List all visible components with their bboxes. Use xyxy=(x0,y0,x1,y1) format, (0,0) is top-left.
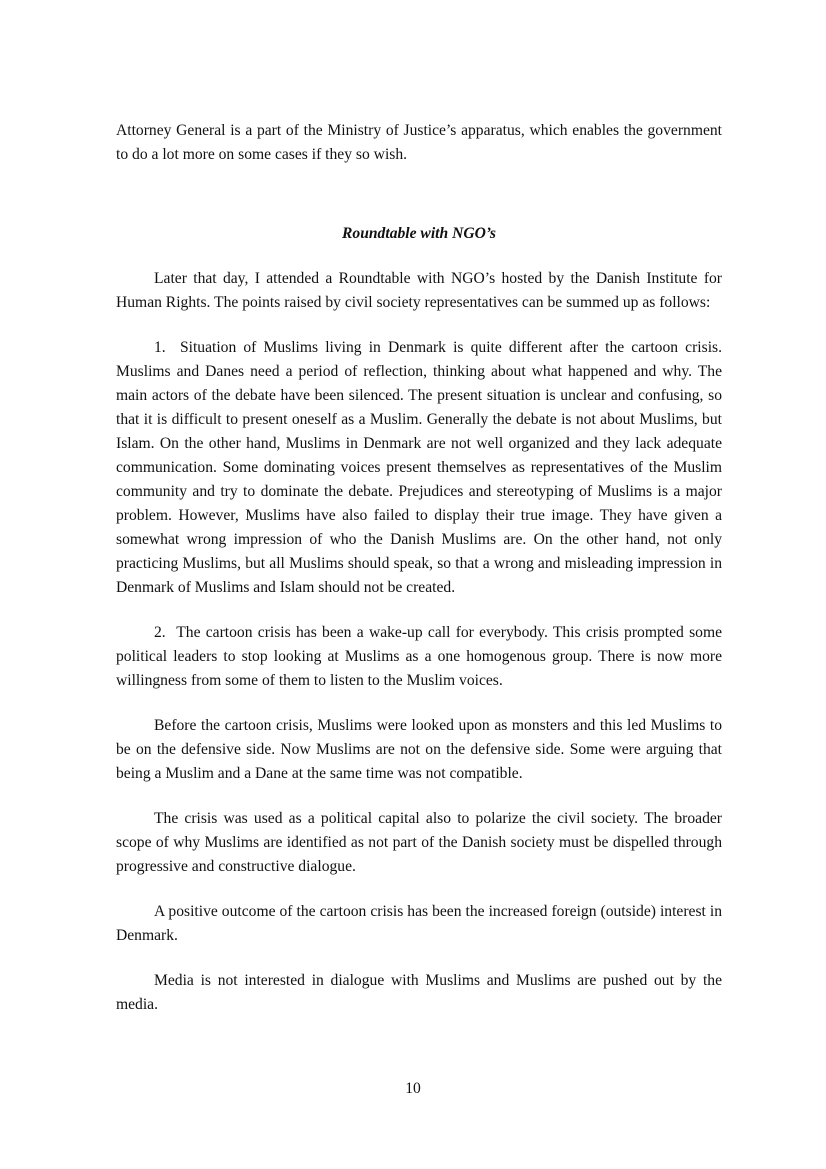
intro-paragraph: Later that day, I attended a Roundtable with NGO’s hosted by the Danish Institute for Human Rights. The points raised by civil society representatives can be summed up as follows: xyxy=(116,270,722,311)
before-crisis-paragraph: Before the cartoon crisis, Muslims were looked upon as monsters and this led Muslims to be on the defensive side. Now Muslims are not on the defensive side. Some were arguing that being a Muslim and a Dane at the same time was not compatible. xyxy=(116,717,722,782)
page-number: 10 xyxy=(405,1080,421,1097)
continuation-paragraph: Attorney General is a part of the Ministry of Justice’s apparatus, which enables the government to do a lot more on some cases if they so wish. xyxy=(116,122,722,163)
document-page xyxy=(116,119,722,1017)
positive-outcome-paragraph: A positive outcome of the cartoon crisis has been the increased foreign (outside) interest in Denmark. xyxy=(116,903,722,944)
media-paragraph: Media is not interested in dialogue with Muslims and Muslims are pushed out by the media. xyxy=(116,972,722,1013)
political-capital-paragraph: The crisis was used as a political capital also to polarize the civil society. The broader scope of why Muslims are identified as not part of the Danish society must be dispelled through progressive and constructive dialogue. xyxy=(116,810,722,875)
section-heading: Roundtable with NGO’s xyxy=(342,225,496,242)
point-2-paragraph: 2. The cartoon crisis has been a wake-up call for everybody. This crisis prompted some political leaders to stop looking at Muslims as a one homogenous group. There is now more willingness from some of them to listen to the Muslim voices. xyxy=(116,624,722,689)
point-1-paragraph: 1. Situation of Muslims living in Denmark is quite different after the cartoon crisis. Muslims and Danes need a period of reflection, thinking about what happened and why. The main actors of the debate have been silenced. The present situation is unclear and confusing, so that it is difficult to present oneself as a Muslim. Generally the debate is not about Muslims, but Islam. On the other hand, Muslims in Denmark are not well organized and they lack adequate communication. Some dominating voices present themselves as representatives of the Muslim community and try to dominate the debate. Prejudices and stereotyping of Muslims is a major problem. However, Muslims have also failed to display their true image. They have given a somewhat wrong impression of who the Danish Muslims are. On the other hand, not only practicing Muslims, but all Muslims should speak, so that a wrong and misleading impression in Denmark of Muslims and Islam should not be created. xyxy=(116,339,722,596)
